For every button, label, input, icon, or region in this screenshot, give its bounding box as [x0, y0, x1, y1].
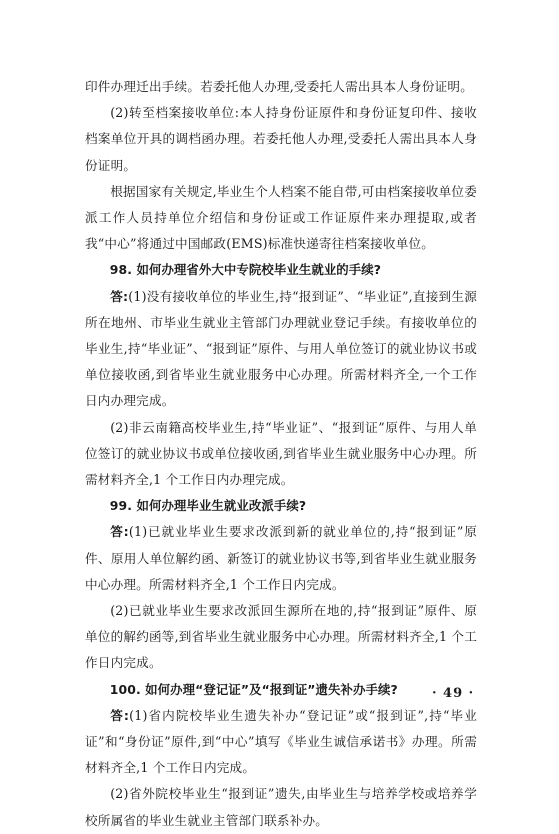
question-100: 100. 如何办理“登记证”及“报到证”遗失补办手续?: [109, 681, 398, 697]
paragraph-1: 印件办理迁出手续。若委托他人办理,受委托人需出具本人身份证明。: [85, 79, 474, 94]
answer-98-text: (1)没有接收单位的毕业生,持“报到证”、“毕业证”,直接到生源所在地州、市毕业生就业主管部门办理就业登记手续。有接收单位的毕业生,持“毕业证”、“报到证”原件、与用人单位签订的就业协议书或单位接收函,到省毕业生就业服务中心办理。所需材料齐全,一个工作日内办理完成。: [85, 288, 478, 409]
answer-99-part-1: [85, 519, 477, 598]
answer-100-text: (1)省内院校毕业生遗失补办“登记证”或“报到证”,持“毕业证”和“身份证”原件,到“中心”填写《毕业生诚信承诺书》办理。所需材料齐全,1 个工作日内完成。: [85, 707, 477, 776]
answer-98-part-2: (2)非云南籍高校毕业生,持“毕业证”、“报到证”原件、与用人单位签订的就业协议书或单位接收函,到省毕业生就业服务中心办理。所需材料齐全,1 个工作日内办理完成。: [85, 419, 477, 488]
answer-100-part-2: (2)省外院校毕业生“报到证”遗失,由毕业生与培养学校或培养学校所属省的毕业生就业主管部门联系补办。: [85, 786, 477, 828]
answer-label: 答:: [110, 707, 130, 723]
document-body: [85, 74, 477, 834]
answer-label: 答:: [110, 524, 129, 540]
answer-label: 答:: [110, 288, 129, 304]
paragraph-2: (2)转至档案接收单位:本人持身份证原件和身份证复印件、接收档案单位开具的调档函办理。若委托他人办理,受委托人需出具本人身份证明。: [85, 105, 477, 173]
question-98: 98. 如何办理省外大中专院校毕业生就业的手续?: [109, 262, 382, 278]
answer-98-part-1: [85, 284, 477, 415]
question-99: 99. 如何办理毕业生就业改派手续?: [109, 498, 307, 514]
page-number: · 49 ·: [432, 686, 475, 701]
answer-100-part-1: [85, 703, 477, 782]
answer-99-part-2: (2)已就业毕业生要求改派回生源所在地的,持“报到证”原件、原单位的解约函等,到省毕业生就业服务中心办理。所需材料齐全,1 个工作日内完成。: [85, 603, 477, 671]
paragraph-3: 根据国家有关规定,毕业生个人档案不能自带,可由档案接收单位委派工作人员持单位介绍信和身份证或工作证原件来办理提取,或者我“中心”将通过中国邮政(EMS)标准快递寄往档案接收单位。: [85, 183, 477, 252]
answer-99-text: (1)已就业毕业生要求改派到新的就业单位的,持“报到证”原件、原用人单位解约函、新签订的就业协议书等,到省毕业生就业服务中心办理。所需材料齐全,1 个工作日内完成。: [85, 524, 477, 592]
